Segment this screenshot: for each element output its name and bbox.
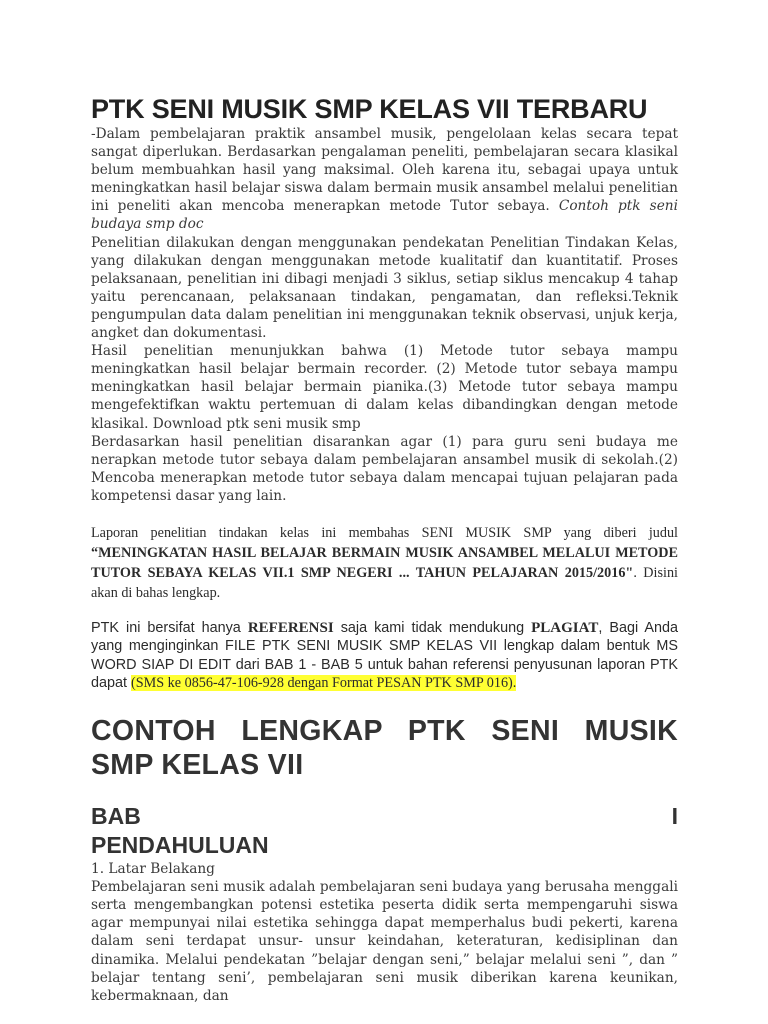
ref-text-3: , Bagi Anda yang menginginkan FILE PTK SENI MUSIK SMP KELAS VII lengkap dalam bentuk MS WORD SIAP DI EDIT dari BAB 1 - BAB 5 untuk bahan referensi penyusunan laporan PTK dapat (91, 619, 679, 691)
intro-paragraph (91, 125, 678, 234)
report-outro: . Disini akan di bahas lengkap. (91, 564, 678, 601)
chapter-heading (91, 782, 678, 860)
chapter-name: PENDAHULUAN (91, 832, 269, 859)
sms-highlight: (SMS ke 0856-47-106-928 dengan Format PESAN PTK SMP 016). (131, 674, 517, 691)
chapter-number: I (671, 803, 678, 830)
report-intro: Laporan penelitian tindakan kelas ini membahas SENI MUSIK SMP yang diberi judul (91, 524, 678, 541)
reference-paragraph (91, 619, 678, 692)
method-paragraph: Penelitian dilakukan dengan menggunakan pendekatan Penelitian Tindakan Kelas, yang dilakukan dengan menggunakan metode kualitatif dan kuantitatif. Proses pelaksanaan, penelitian ini dibagi menjadi 3 siklus, setiap siklus mencakup 4 tahap yaitu perencanaan, pelaksanaan tindakan, pengamatan, dan refleksi.Teknik pengumpulan data dalam penelitian ini menggunakan teknik observasi, unjuk kerja, angket dan dokumentasi. (91, 234, 678, 342)
ref-text-2: saja kami tidak mendukung (340, 619, 525, 636)
results-paragraph: Hasil penelitian menunjukkan bahwa (1) Metode tutor sebaya mampu meningkatkan hasil belajar bermain recorder. (2) Metode tutor sebaya mampu meningkatkan hasil belajar bermain pianika.(3) Metode tutor sebaya mampu mengefektifkan waktu pertemuan di dalam kelas dibandingkan dengan metode klasikal. Download ptk seni musik smp (91, 343, 678, 432)
suggestion-paragraph: Berdasarkan hasil penelitian disarankan agar (1) para guru seni budaya me nerapkan metode tutor sebaya dalam pembelajaran ansambel musik di sekolah.(2) Mencoba menerapkan metode tutor sebaya dalam mencapai tujuan pelajaran pada kompetensi dasar yang lain. (91, 433, 678, 504)
page-title: PTK SENI MUSIK SMP KELAS VII TERBARU (91, 94, 648, 124)
report-paragraph (91, 523, 678, 603)
report-title: “MENINGKATAN HASIL BELAJAR BERMAIN MUSIK ANSAMBEL MELALUI METODE TUTOR SEBAYA KELAS VII.1 SMP NEGERI ... TAHUN PELAJARAN 2015/2016" (91, 544, 678, 581)
background-paragraph: Pembelajaran seni musik adalah pembelajaran seni budaya yang berusaha menggali serta mengembangkan potensi estetika peserta didik serta mempengaruhi siswa agar mempunyai nilai estetika sehingga dapat memperhalus budi pekerti, karena dalam seni terdapat unsur- unsur keindahan, keteraturan, kedisiplinan dan dinamika. Melalui pendekatan ”belajar dengan seni,” belajar melalui seni ”, dan ” belajar tentang seni’, pembelajaran seni musik diberikan karena keunikan, kebermaknaan, dan (91, 879, 678, 1004)
section-title: CONTOH LENGKAP PTK SENI MUSIK SMP KELAS VII (91, 715, 678, 782)
ref-text-1: PTK ini bersifat hanya (91, 619, 241, 636)
spacer (91, 505, 678, 523)
subsection-heading: 1. Latar Belakang (91, 861, 215, 878)
intro-italic-link-text: Contoh ptk seni budaya smp doc (91, 198, 678, 233)
chapter-label: BAB (91, 803, 141, 830)
spacer (91, 603, 678, 619)
ref-bold-plagiat: PLAGIAT (531, 619, 599, 636)
chapter-row (91, 802, 678, 831)
ref-bold-referensi: REFERENSI (247, 619, 334, 636)
intro-text: -Dalam pembelajaran praktik ansambel musik, pengelolaan kelas secara tepat sangat diperlukan. Berdasarkan pengalaman peneliti, pembelajaran secara klasikal belum membuahkan hasil yang maksimal. Oleh karena itu, sebagai upaya untuk meningkatkan hasil belajar siswa dalam bermain musik ansambel melalui penelitian ini peneliti akan mencoba menerapkan metode Tutor sebaya. (91, 126, 678, 215)
